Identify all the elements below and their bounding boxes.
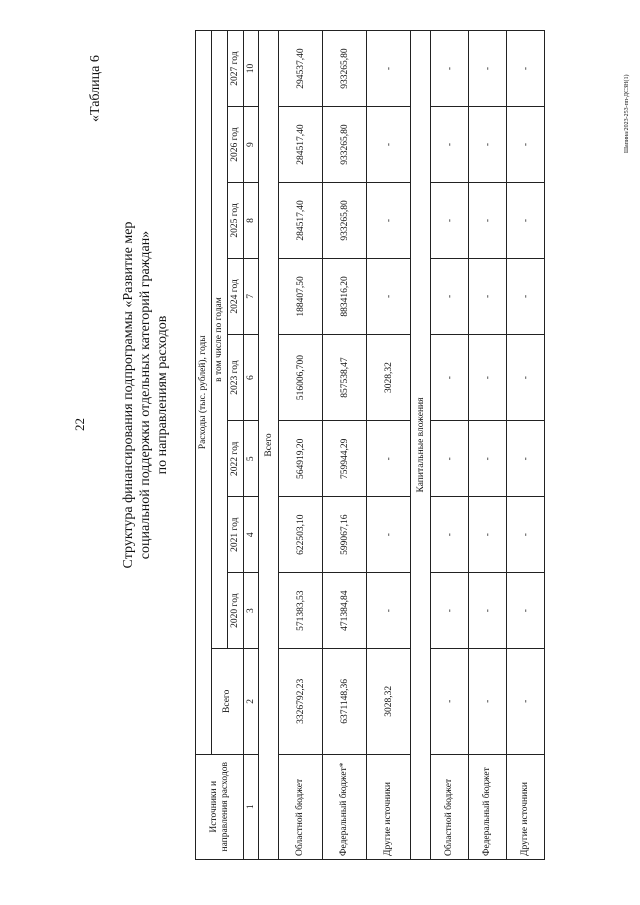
- value-cell: -: [431, 31, 469, 107]
- value-cell: -: [469, 107, 507, 183]
- value-cell: 3028,32: [367, 649, 411, 754]
- column-number: 4: [244, 497, 259, 573]
- header-expenses: Расходы (тыс. рублей), годы: [196, 31, 212, 755]
- column-number: 5: [244, 421, 259, 497]
- document-code: Шапина/2023-253-пп-ДСЗН(1): [624, 74, 630, 153]
- header-year: 2021 год: [228, 497, 244, 573]
- table-row: [367, 31, 411, 860]
- value-cell: -: [367, 183, 411, 259]
- value-cell: 622503,10: [279, 497, 323, 573]
- header-by-years: в том числе по годам: [212, 31, 228, 649]
- table-row: [279, 31, 323, 860]
- table-row: [323, 31, 367, 860]
- row-source: Федеральный бюджет: [469, 754, 507, 859]
- table-row: [431, 31, 469, 860]
- value-cell: -: [367, 497, 411, 573]
- value-cell: 6371148,36: [323, 649, 367, 754]
- section-row: [259, 31, 279, 860]
- header-total: Всего: [212, 649, 244, 754]
- value-cell: -: [367, 573, 411, 649]
- value-cell: 471384,84: [323, 573, 367, 649]
- column-number: 10: [244, 31, 259, 107]
- value-cell: -: [431, 421, 469, 497]
- value-cell: 933265,80: [323, 183, 367, 259]
- value-cell: -: [367, 31, 411, 107]
- header-year: 2025 год: [228, 183, 244, 259]
- value-cell: -: [431, 573, 469, 649]
- value-cell: -: [469, 258, 507, 334]
- financing-table: [195, 30, 545, 860]
- table-row: [507, 31, 545, 860]
- value-cell: 284517,40: [279, 183, 323, 259]
- row-source: Областной бюджет: [279, 754, 323, 859]
- value-cell: -: [507, 573, 545, 649]
- row-source: Другие источники: [367, 754, 411, 859]
- value-cell: 883416,20: [323, 258, 367, 334]
- value-cell: -: [469, 573, 507, 649]
- value-cell: -: [431, 183, 469, 259]
- column-number: 1: [244, 754, 259, 859]
- value-cell: 599067,16: [323, 497, 367, 573]
- value-cell: -: [367, 258, 411, 334]
- column-number: 3: [244, 573, 259, 649]
- value-cell: -: [469, 649, 507, 754]
- value-cell: 564919,20: [279, 421, 323, 497]
- header-year: 2027 год: [228, 31, 244, 107]
- value-cell: -: [507, 107, 545, 183]
- value-cell: 294537,40: [279, 31, 323, 107]
- page-number: 22: [72, 418, 87, 431]
- column-number: 6: [244, 334, 259, 420]
- header-year: 2026 год: [228, 107, 244, 183]
- table-title: [120, 185, 171, 605]
- column-number: 2: [244, 649, 259, 754]
- value-cell: -: [431, 107, 469, 183]
- value-cell: 571383,53: [279, 573, 323, 649]
- header-row: [212, 31, 228, 860]
- header-year: 2020 год: [228, 573, 244, 649]
- value-cell: 516006,700: [279, 334, 323, 420]
- value-cell: 188407,50: [279, 258, 323, 334]
- section-row: [411, 31, 431, 860]
- header-year: 2023 год: [228, 334, 244, 420]
- row-source: Федеральный бюджет*: [323, 754, 367, 859]
- value-cell: -: [469, 421, 507, 497]
- value-cell: -: [507, 258, 545, 334]
- value-cell: -: [431, 334, 469, 420]
- column-number: 8: [244, 183, 259, 259]
- value-cell: 933265,80: [323, 31, 367, 107]
- value-cell: -: [469, 334, 507, 420]
- value-cell: -: [507, 497, 545, 573]
- value-cell: -: [367, 107, 411, 183]
- value-cell: 759944,29: [323, 421, 367, 497]
- value-cell: -: [431, 258, 469, 334]
- header-row: [196, 31, 212, 860]
- table-label: «Таблица 6: [88, 55, 103, 122]
- value-cell: 857538,47: [323, 334, 367, 420]
- section-title: Всего: [259, 31, 279, 860]
- value-cell: 284517,40: [279, 107, 323, 183]
- value-cell: 3326792,23: [279, 649, 323, 754]
- value-cell: -: [367, 421, 411, 497]
- section-title: Капитальные вложения: [411, 31, 431, 860]
- value-cell: -: [507, 183, 545, 259]
- value-cell: -: [469, 31, 507, 107]
- header-source: Источники и направления расходов: [196, 754, 244, 859]
- value-cell: -: [431, 649, 469, 754]
- value-cell: -: [507, 649, 545, 754]
- title-line: по направлениям расходов: [155, 315, 170, 475]
- value-cell: -: [431, 497, 469, 573]
- value-cell: -: [507, 421, 545, 497]
- value-cell: -: [507, 31, 545, 107]
- column-numbers-row: [244, 31, 259, 860]
- value-cell: 3028,32: [367, 334, 411, 420]
- title-line: социальной поддержки отдельных категорий граждан»: [138, 230, 153, 560]
- column-number: 9: [244, 107, 259, 183]
- title-line: Структура финансирования подпрограммы «Развитие мер: [121, 221, 136, 569]
- row-source: Другие источники: [507, 754, 545, 859]
- table-row: [469, 31, 507, 860]
- column-number: 7: [244, 258, 259, 334]
- header-year: 2022 год: [228, 421, 244, 497]
- value-cell: -: [469, 183, 507, 259]
- header-year: 2024 год: [228, 258, 244, 334]
- table-body: [259, 31, 545, 860]
- value-cell: -: [507, 334, 545, 420]
- value-cell: -: [469, 497, 507, 573]
- value-cell: 933265,80: [323, 107, 367, 183]
- row-source: Областной бюджет: [431, 754, 469, 859]
